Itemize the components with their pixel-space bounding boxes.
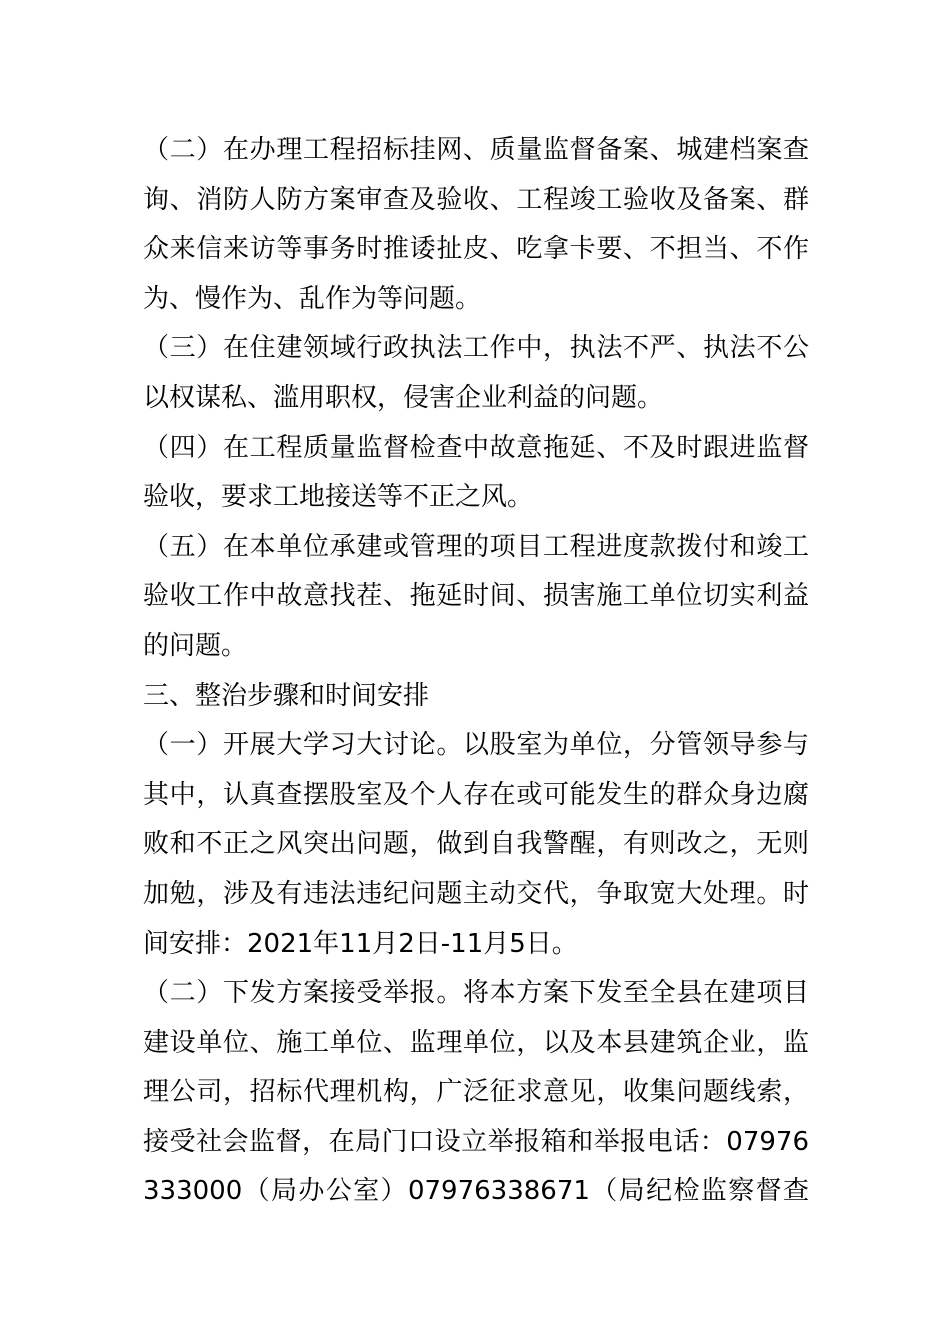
paragraph-step-2: （二）下发方案接受举报。将本方案下发至全县在建项目建设单位、施工单位、监理单位，以及本县建筑企业，监理公司，招标代理机构，广泛征求意见，收集问题线索，接受社会监督，在局门口设立举报箱和举报电话：07976333000（局办公室）07976338671（局纪检监察督查: [143, 978, 809, 1207]
paragraph-item-2: （二）在办理工程招标挂网、质量监督备案、城建档案查询、消防人防方案审查及验收、工程竣工验收及备案、群众来信来访等事务时推诿扯皮、吃拿卡要、不担当、不作为、慢作为、乱作为等问题。: [143, 135, 809, 314]
document-body: [143, 126, 809, 1217]
paragraph-step-1: （一）开展大学习大讨论。以股室为单位，分管领导参与其中，认真查摆股室及个人存在或可能发生的群众身边腐败和不正之风突出问题，做到自我警醒，有则改之，无则加勉，涉及有违法违纪问题主动交代，争取宽大处理。时间安排：2021年11月2日-11月5日。: [143, 730, 809, 959]
paragraph-item-3: （三）在住建领域行政执法工作中，执法不严、执法不公以权谋私、滥用职权，侵害企业利益的问题。: [143, 333, 809, 413]
paragraph-item-4: （四）在工程质量监督检查中故意拖延、不及时跟进监督验收，要求工地接送等不正之风。: [143, 432, 809, 513]
paragraph-item-5: （五）在本单位承建或管理的项目工程进度款拨付和竣工验收工作中故意找茬、拖延时间、损害施工单位切实利益的问题。: [143, 531, 809, 661]
section-heading: 三、整治步骤和时间安排: [143, 680, 430, 711]
